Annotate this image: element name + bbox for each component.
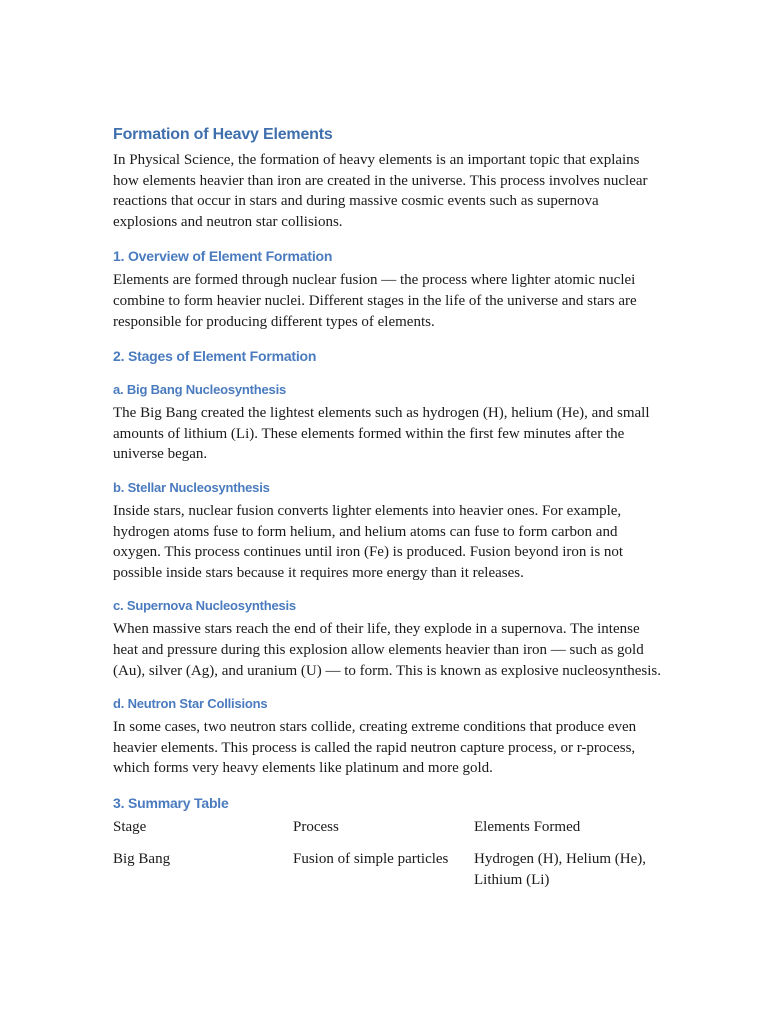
table-header-cell: Elements Formed [474,818,581,835]
table-header-cell: Stage [113,818,147,835]
document-title: Formation of Heavy Elements [113,126,333,143]
document-page [113,124,661,903]
subsection-d-heading: d. Neutron Star Collisions [113,696,268,712]
table-cell: Hydrogen (H), Helium (He), Lithium (Li) [474,851,647,889]
subsection-b-paragraph: Inside stars, nuclear fusion converts lighter elements into heavier ones. For example, hydrogen atoms fuse to form helium, and helium atoms can fuse to form carbon and oxygen. This process continues until iron (Fe) is produced. Fusion beyond iron is not possible inside stars because it requires more energy than it releases. [113,502,624,581]
subsection-c-heading: c. Supernova Nucleosynthesis [113,598,296,614]
subsection-a-heading: a. Big Bang Nucleosynthesis [113,382,287,398]
table-header-cell: Process [293,818,339,835]
table-header-row [113,817,661,850]
section-3-heading: 3. Summary Table [113,794,229,811]
section-2-heading: 2. Stages of Element Formation [113,348,317,365]
subsection-b-heading: b. Stellar Nucleosynthesis [113,479,270,495]
section-1-paragraph: Elements are formed through nuclear fusion — the process where lighter atomic nuclei combine to form heavier nuclei. Different stages in the life of the universe and stars are responsible for producing different types of elements. [113,272,637,330]
subsection-a-paragraph: The Big Bang created the lightest elements such as hydrogen (H), helium (He), and small amounts of lithium (Li). These elements formed within the first few minutes after the universe began. [113,405,650,463]
section-1-heading: 1. Overview of Element Formation [113,248,333,265]
subsection-d-paragraph: In some cases, two neutron stars collide, creating extreme conditions that produce even heavier elements. This process is called the rapid neutron capture process, or r-process, which forms very heavy elements like platinum and more gold. [113,719,637,777]
table-cell: Fusion of simple particles [293,851,449,868]
subsection-c-paragraph: When massive stars reach the end of their life, they explode in a supernova. The intense heat and pressure during this explosion allow elements heavier than iron — such as gold (Au), silver (Ag), and uranium (U) — to form. This is known as explosive nucleosynthesis. [113,621,661,679]
intro-paragraph: In Physical Science, the formation of heavy elements is an important topic that explains how elements heavier than iron are created in the universe. This process involves nuclear reactions that occur in stars and during massive cosmic events such as supernova explosions and neutron star collisions. [113,152,648,230]
table-row [113,849,661,902]
summary-table [113,817,661,903]
table-cell: Big Bang [113,851,171,868]
